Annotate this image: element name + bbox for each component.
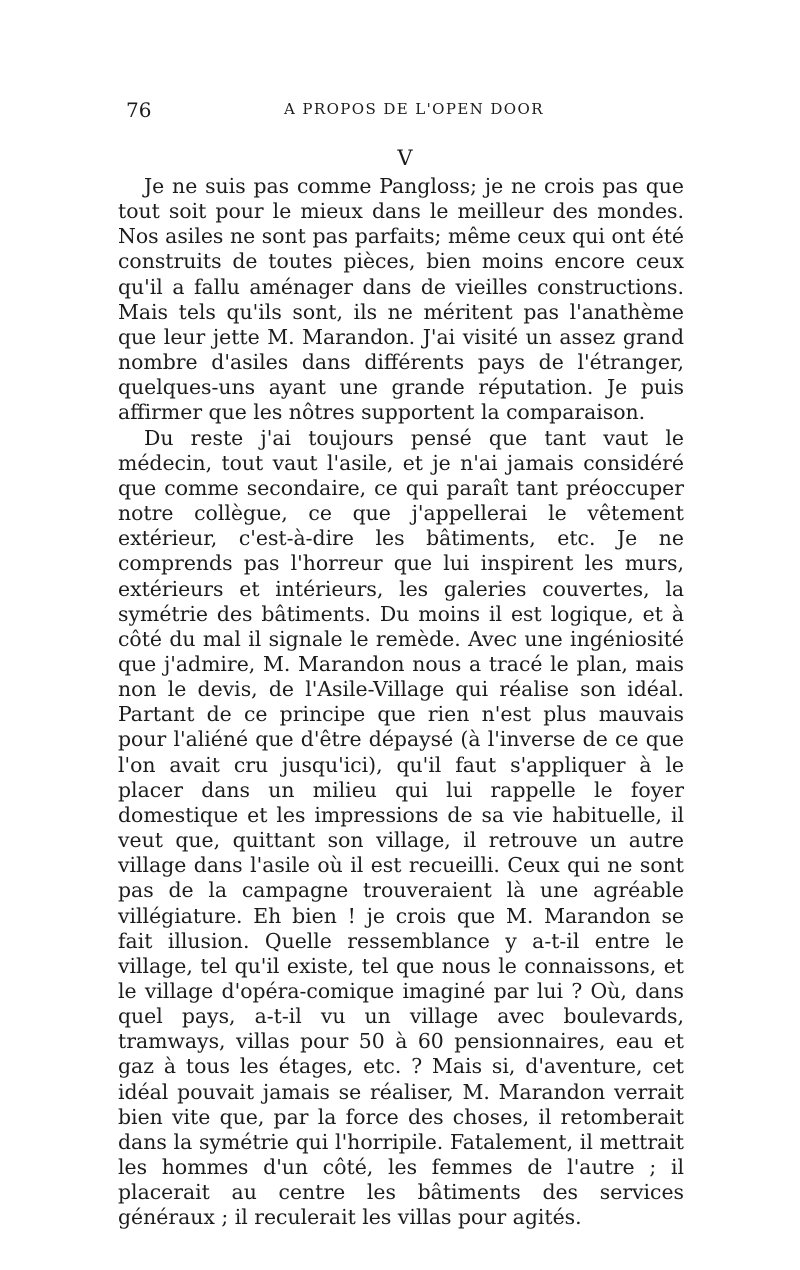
page-number: 76 <box>126 98 152 122</box>
running-head: A PROPOS DE L'OPEN DOOR <box>284 100 544 118</box>
paragraph: Du reste j'ai toujours pensé que tant vaut le médecin, tout vaut l'asile, et je n'ai jamais considéré que comme secondaire, ce qui paraît tant préoccuper notre collègue, ce que j'appellerai le vêtement extérieur, c'est-à-dire les bâtiments, etc. Je ne comprends pas l'horreur que lui inspirent les murs, extérieurs et intérieurs, les galeries couvertes, la symétrie des bâtiments. Du moins il est logique, et à côté du mal il signale le remède. Avec une ingéniosité que j'admire, M. Marandon nous a tracé le plan, mais non le devis, de l'Asile-Village qui réalise son idéal. Partant de ce principe que rien n'est plus mauvais pour l'aliéné que d'être dépaysé (à l'inverse de ce que l'on avait cru jusqu'ici), qu'il faut s'appliquer à le placer dans un milieu qui lui rappelle le foyer domestique et les impressions de sa vie habituelle, il veut que, quittant son village, il retrouve un autre village dans l'asile où il est recueilli. Ceux qui ne sont pas de la campagne trouveraient là une agréable villégiature. Eh bien ! je crois que M. Marandon se fait illusion. Quelle ressemblance y a-t-il entre le village, tel qu'il existe, tel que nous le connaissons, et le village d'opéra-comique imaginé par lui ? Où, dans quel pays, a-t-il vu un village avec boulevards, tramways, villas pour 50 à 60 pensionnaires, eau et gaz à tous les étages, etc. ? Mais si, d'aventure, cet idéal pouvait jamais se réaliser, M. Marandon verrait bien vite que, par la force des choses, il retomberait dans la symétrie qui l'horripile. Fatalement, il mettrait les hommes d'un côté, les femmes de l'autre ; il placerait au centre les bâtiments des services généraux ; il reculerait les villas pour agités. <box>118 425 684 1230</box>
section-numeral: V <box>397 146 413 170</box>
paragraph: Je ne suis pas comme Pangloss; je ne crois pas que tout soit pour le mieux dans le meilleur des mondes. Nos asiles ne sont pas parfaits; même ceux qui ont été construits de toutes pièces, bien moins encore ceux qu'il a fallu aménager dans de vieilles constructions. Mais tels qu'ils sont, ils ne méritent pas l'anathème que leur jette M. Marandon. J'ai visité un assez grand nombre d'asiles dans différents pays de l'étranger, quelques-uns ayant une grande réputation. Je puis affirmer que les nôtres supportent la comparaison. <box>118 174 684 425</box>
body-text <box>118 174 684 1231</box>
